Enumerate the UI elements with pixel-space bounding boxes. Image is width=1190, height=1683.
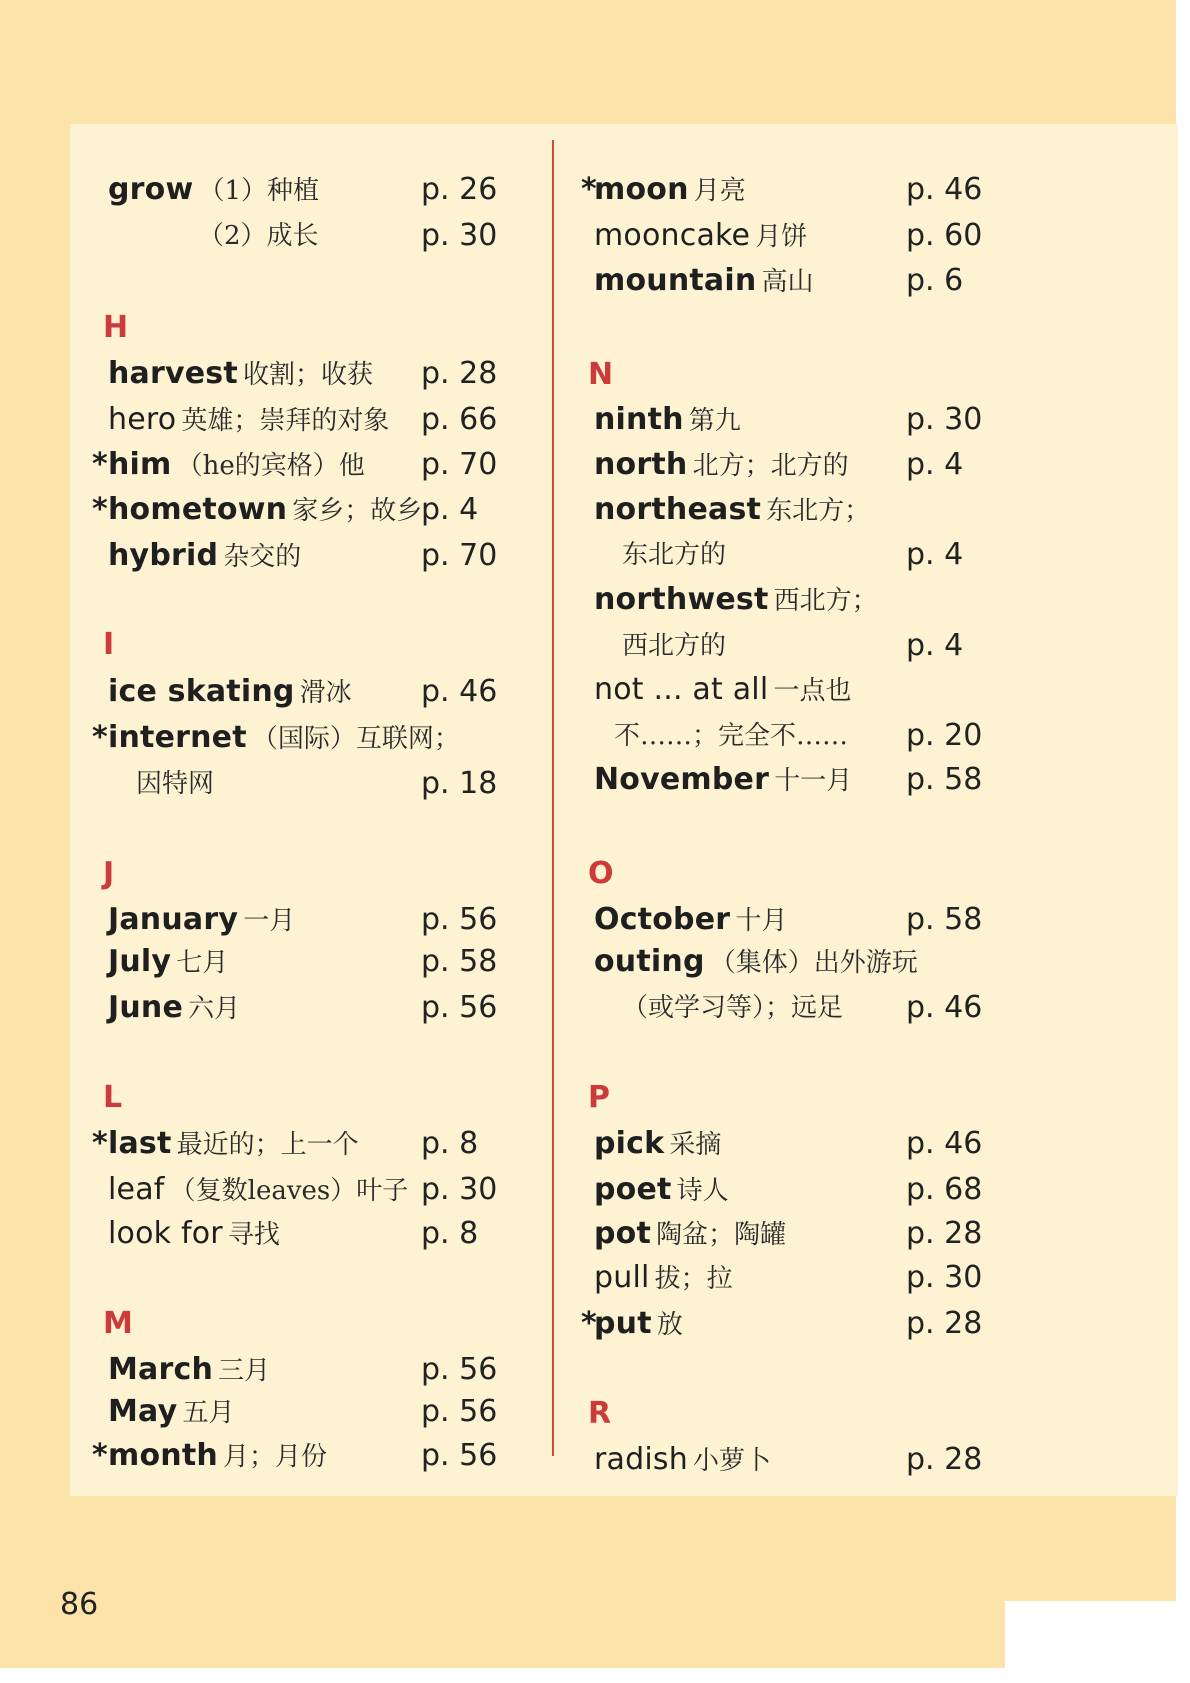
- entry-star: *: [581, 172, 597, 207]
- glossary-entry: [92, 1121, 359, 1167]
- entry-page: p. 58: [906, 902, 983, 937]
- glossary-entry: [108, 1389, 234, 1435]
- entry-page: p. 66: [421, 402, 498, 437]
- section-letter: L: [103, 1080, 123, 1115]
- section-letter: H: [103, 310, 129, 345]
- entry-page: p. 8: [421, 1216, 479, 1251]
- entry-word: July: [108, 944, 172, 979]
- entry-page: p. 28: [421, 356, 498, 391]
- glossary-entry: [581, 1301, 683, 1347]
- entry-page: p. 4: [906, 628, 964, 663]
- entry-page: p. 56: [421, 902, 498, 937]
- entry-word: mountain: [594, 263, 757, 298]
- entry-meaning: 月；月份: [223, 1442, 328, 1472]
- entry-word: poet: [594, 1172, 672, 1207]
- entry-page: p. 30: [421, 1172, 498, 1207]
- entry-page: p. 70: [421, 538, 498, 573]
- entry-page: p. 46: [906, 990, 983, 1025]
- glossary-entry: [594, 939, 918, 985]
- entry-word: May: [108, 1394, 178, 1429]
- entry-page: p. 8: [421, 1126, 479, 1161]
- entry-meaning: 西北方的: [622, 631, 727, 661]
- glossary-entry: [614, 713, 848, 759]
- glossary-entry: [594, 1211, 786, 1257]
- entry-meaning: 东北方；: [766, 496, 871, 526]
- glossary-entry: [594, 1121, 721, 1167]
- entry-meaning: 因特网: [136, 769, 215, 799]
- entry-meaning: 六月: [188, 994, 241, 1024]
- entry-page: p. 56: [421, 1394, 498, 1429]
- glossary-entry: [108, 897, 295, 943]
- entry-page: p. 30: [421, 218, 498, 253]
- glossary-entry: [594, 258, 814, 304]
- entry-star: *: [92, 447, 108, 482]
- entry-page: p. 68: [906, 1172, 983, 1207]
- entry-star: *: [92, 1126, 108, 1161]
- entry-page: p. 28: [906, 1216, 983, 1251]
- entry-meaning: （或学习等）；远足: [622, 993, 844, 1023]
- section-letter: J: [103, 856, 115, 891]
- section-letter: O: [588, 856, 614, 891]
- entry-meaning: 月饼: [755, 222, 808, 252]
- entry-word: outing: [594, 944, 705, 979]
- entry-meaning: （he的宾格）他: [176, 451, 365, 481]
- entry-star: *: [92, 720, 108, 755]
- entry-page: p. 58: [421, 944, 498, 979]
- section-letter: I: [103, 627, 115, 662]
- entry-word: leaf: [108, 1172, 165, 1207]
- entry-meaning: 陶盆；陶罐: [656, 1220, 787, 1250]
- entry-page: p. 46: [906, 172, 983, 207]
- entry-meaning: 高山: [761, 267, 814, 297]
- entry-meaning: 杂交的: [223, 542, 302, 572]
- entry-meaning: 西北方；: [773, 586, 878, 616]
- entry-word: March: [108, 1352, 214, 1387]
- glossary-entry: [594, 397, 741, 443]
- entry-meaning: 采摘: [669, 1130, 722, 1160]
- entry-word: harvest: [108, 356, 238, 391]
- entry-word: not ... at all: [594, 672, 769, 707]
- glossary-entry: [622, 985, 843, 1031]
- entry-star: *: [92, 1438, 108, 1473]
- entry-page: p. 4: [906, 537, 964, 572]
- entry-meaning: 十一月: [774, 766, 853, 796]
- entry-word: north: [594, 447, 688, 482]
- entry-meaning: 英雄；崇拜的对象: [181, 406, 390, 436]
- glossary-entry: [198, 213, 319, 259]
- entry-page: p. 46: [906, 1126, 983, 1161]
- entry-page: p. 46: [421, 674, 498, 709]
- entry-meaning: （2）成长: [198, 221, 319, 251]
- entry-meaning: 小萝卜: [693, 1446, 772, 1476]
- entry-word: November: [594, 762, 770, 797]
- entry-page: p. 56: [421, 990, 498, 1025]
- entry-meaning: （国际）互联网；: [251, 724, 460, 754]
- glossary-entry: [108, 1347, 270, 1393]
- entry-meaning: 滑冰: [299, 678, 352, 708]
- glossary-entry: [108, 985, 240, 1031]
- entry-page: p. 56: [421, 1438, 498, 1473]
- section-letter: N: [588, 357, 614, 392]
- entry-page: p. 28: [906, 1442, 983, 1477]
- entry-word: internet: [108, 720, 247, 755]
- entry-meaning: （1）种植: [198, 176, 320, 206]
- entry-meaning: 诗人: [676, 1176, 729, 1206]
- glossary-entry: [92, 442, 365, 488]
- glossary-entry: [92, 1433, 328, 1479]
- glossary-entry: [108, 939, 228, 985]
- entry-meaning: 不……；完全不……: [614, 721, 849, 751]
- entry-meaning: 拔；拉: [654, 1264, 733, 1294]
- glossary-entry: [594, 757, 852, 803]
- entry-star: *: [581, 1306, 597, 1341]
- entry-word: hero: [108, 402, 177, 437]
- glossary-entry: [108, 669, 352, 715]
- entry-word: hometown: [108, 492, 288, 527]
- entry-meaning: 第九: [688, 406, 741, 436]
- glossary-entry: [594, 442, 849, 488]
- glossary-entry: [594, 1437, 771, 1483]
- entry-word: ninth: [594, 402, 684, 437]
- entry-page: p. 26: [421, 172, 498, 207]
- entry-meaning: 五月: [182, 1398, 235, 1428]
- column-divider: [552, 140, 554, 1456]
- glossary-entry: [108, 167, 319, 213]
- glossary-entry: [92, 715, 460, 761]
- entry-star: *: [92, 492, 108, 527]
- entry-word: October: [594, 902, 731, 937]
- entry-word: moon: [594, 172, 689, 207]
- entry-meaning: 一点也: [773, 676, 852, 706]
- entry-meaning: 东北方的: [622, 540, 727, 570]
- entry-word: grow: [108, 172, 194, 207]
- entry-meaning: 寻找: [227, 1220, 280, 1250]
- entry-word: month: [108, 1438, 218, 1473]
- section-letter: P: [588, 1080, 610, 1115]
- glossary-entry: [108, 1211, 280, 1257]
- glossary-entry: [594, 487, 870, 533]
- entry-word: look for: [108, 1216, 223, 1251]
- glossary-entry: [594, 667, 851, 713]
- entry-meaning: （复数leaves）叶子: [169, 1176, 409, 1206]
- entry-meaning: 放: [656, 1310, 683, 1340]
- glossary-entry: [594, 1255, 733, 1301]
- entry-page: p. 30: [906, 1260, 983, 1295]
- glossary-entry: [622, 532, 726, 578]
- glossary-entry: [581, 167, 746, 213]
- entry-word: northwest: [594, 582, 769, 617]
- glossary-entry: [108, 1167, 408, 1213]
- entry-word: June: [108, 990, 184, 1025]
- entry-word: pull: [594, 1260, 650, 1295]
- entry-word: January: [108, 902, 239, 937]
- entry-meaning: 月亮: [693, 176, 746, 206]
- entry-page: p. 60: [906, 218, 983, 253]
- entry-word: pick: [594, 1126, 665, 1161]
- glossary-entry: [594, 897, 787, 943]
- glossary-entry: [108, 533, 301, 579]
- entry-meaning: 最近的；上一个: [176, 1130, 359, 1160]
- entry-word: northeast: [594, 492, 762, 527]
- entry-meaning: 收割；收获: [243, 360, 374, 390]
- page-number: 86: [60, 1587, 99, 1622]
- entry-meaning: 家乡；故乡: [292, 496, 423, 526]
- entry-meaning: 十月: [735, 906, 788, 936]
- glossary-entry: [594, 1167, 729, 1213]
- entry-word: last: [108, 1126, 172, 1161]
- glossary-entry: [108, 351, 373, 397]
- entry-word: radish: [594, 1442, 688, 1477]
- entry-page: p. 4: [906, 447, 964, 482]
- entry-meaning: （集体）出外游玩: [709, 948, 918, 978]
- entry-word: mooncake: [594, 218, 751, 253]
- section-letter: M: [103, 1306, 133, 1341]
- glossary-entry: [622, 623, 726, 669]
- entry-meaning: 一月: [243, 906, 296, 936]
- entry-page: p. 56: [421, 1352, 498, 1387]
- entry-word: pot: [594, 1216, 652, 1251]
- glossary-entry: [92, 487, 423, 533]
- entry-page: p. 20: [906, 718, 983, 753]
- entry-page: p. 58: [906, 762, 983, 797]
- glossary-entry: [594, 577, 878, 623]
- section-letter: R: [588, 1396, 612, 1431]
- glossary-entry: [594, 213, 807, 259]
- entry-meaning: 七月: [176, 948, 229, 978]
- entry-page: p. 4: [421, 492, 479, 527]
- glossary-entry: [108, 397, 389, 443]
- entry-meaning: 北方；北方的: [692, 451, 849, 481]
- glossary-entry: [136, 761, 214, 807]
- entry-page: p. 30: [906, 402, 983, 437]
- entry-word: put: [594, 1306, 652, 1341]
- entry-word: ice skating: [108, 674, 295, 709]
- entry-page: p. 70: [421, 447, 498, 482]
- entry-page: p. 6: [906, 263, 964, 298]
- entry-word: hybrid: [108, 538, 219, 573]
- entry-page: p. 18: [421, 766, 498, 801]
- entry-word: him: [108, 447, 172, 482]
- blank-corner: [1005, 1601, 1180, 1668]
- entry-page: p. 28: [906, 1306, 983, 1341]
- entry-meaning: 三月: [218, 1356, 271, 1386]
